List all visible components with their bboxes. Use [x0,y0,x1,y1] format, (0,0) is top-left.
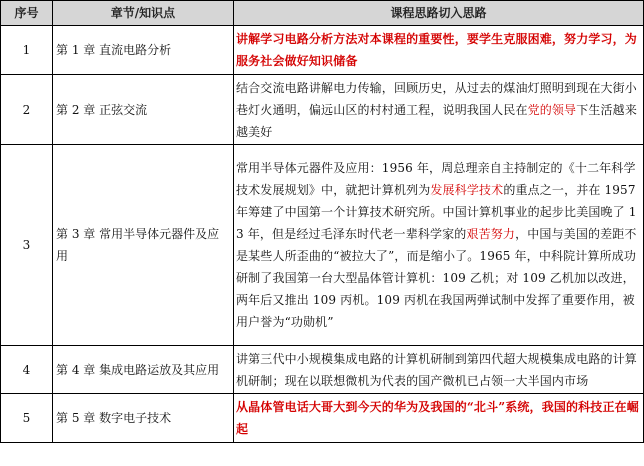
row-chapter: 第 3 章 常用半导体元器件及应用 [53,145,234,346]
idea-text: 下生活越来越美好 [236,102,637,139]
header-chapter: 章节/知识点 [53,1,234,26]
row-seq: 5 [1,394,53,443]
idea-highlight: 艰苦努力 [466,227,516,241]
idea-text: 结合交流电路讲解电力传输，回顾历史，从过去的煤油灯照明到现在大街小巷灯火通明，偏远山区的村村通工程，说明我国人民在 [236,80,637,117]
idea-text: 的重点之一，并在 1957 年筹建了中国第一个计算技术研究所。中国计算机事业的起步比美国晚了 13 年，但是经过毛泽东时代老一辈科学家的 [236,183,637,241]
header-row [1,1,644,26]
idea-highlight: 讲解学习电路分析方法对本课程的重要性，要学生克服困难，努力学习，为服务社会做好知识储备 [236,32,637,68]
row-idea [234,394,644,443]
row-idea [234,145,644,346]
row-idea: 讲第三代中小规模集成电路的计算机研制到第四代超大规模集成电路的计算机研制；现在以联想微机为代表的国产微机已占领一大半国内市场 [234,346,644,394]
header-seq: 序号 [1,1,53,26]
table-row [1,75,644,145]
row-idea [234,75,644,145]
row-chapter: 第 1 章 直流电路分析 [53,26,234,75]
row-seq: 1 [1,26,53,75]
idea-text: ，中国与美国的差距不是某些人所歪曲的“被拉大了”，而是缩小了。1965 年，中科院计算所成功研制了我国第一台大型晶体管计算机：109 乙机；对 109 乙机加以改进，两年后又推出 109 丙机。109 丙机在我国两弹试制中发挥了重要作用，被用户誉为“功勋机” [236,227,637,329]
idea-highlight: 从晶体管电话大哥大到今天的华为及我国的“北斗”系统，我国的科技正在崛起 [236,400,639,436]
idea-highlight: 发展科学技术 [430,183,504,197]
table-row [1,26,644,75]
row-seq: 4 [1,346,53,394]
idea-highlight: 党的领导 [527,102,577,117]
idea-text: 常用半导体元器件及应用：1956 年，周总理亲自主持制定的《十二年科学技术发展规划》中，就把计算机列为 [236,161,636,197]
table-row [1,145,644,346]
row-chapter: 第 4 章 集成电路运放及其应用 [53,346,234,394]
table-row [1,394,644,443]
table-row [1,346,644,394]
header-idea: 课程思路切入思路 [234,1,644,26]
row-chapter: 第 2 章 正弦交流 [53,75,234,145]
row-chapter: 第 5 章 数字电子技术 [53,394,234,443]
row-seq: 3 [1,145,53,346]
row-seq: 2 [1,75,53,145]
row-idea [234,26,644,75]
